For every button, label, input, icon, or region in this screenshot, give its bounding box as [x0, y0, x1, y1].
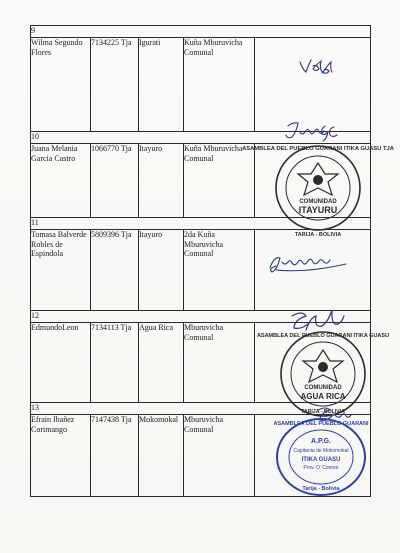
stamp-line-2: Capitania de Mokomokal: [293, 448, 349, 454]
member-role: Kuña Mburuvicha Comunal: [184, 38, 255, 132]
member-role: Mburuvicha Comunal: [184, 415, 255, 497]
stamp-center-bottom: ITAYURU: [298, 205, 338, 215]
member-role: Kuña Mburuvicha Comunal: [184, 144, 255, 218]
member-ci: 7134113 Tja: [91, 323, 139, 403]
stamp-footer: Tarija - Bolivia: [302, 486, 340, 492]
row-number: 12: [31, 311, 371, 323]
stamp-line-4: Prov. O' Connor: [303, 465, 339, 471]
member-ci: 7134225 Tja: [91, 38, 139, 132]
member-community: Agua Rica: [139, 323, 184, 403]
stamp-ring-text: ASAMBLEA DEL PUEBLO GUARANI ITIKA GUASU: [256, 333, 390, 339]
stamp-ring-text: ASAMBLEA DEL PUEBLO GUARANI ITIKA GUASU TJA: [242, 146, 394, 152]
member-community: Igurati: [139, 38, 184, 132]
stamp-center-top: COMUNIDAD: [304, 385, 342, 391]
signature-cell: [255, 38, 371, 132]
stamp-center-top: COMUNIDAD: [299, 199, 337, 205]
member-community: Itayuro: [139, 230, 184, 311]
signature-cell: [255, 323, 371, 403]
stamp-ring-text: ASAMBLEA DEL PUEBLO GUARANI: [273, 421, 369, 427]
member-name: EdmundoLeon: [31, 323, 91, 403]
member-community: Mokomokal: [139, 415, 184, 497]
member-name: Tomasa Balverde Robles de Espindola: [31, 230, 91, 311]
stamp-footer: TARIJA - BOLIVIA: [294, 232, 342, 238]
row-number-12: [31, 311, 371, 323]
table-row: [31, 230, 371, 311]
member-ci: 1066770 Tja: [91, 144, 139, 218]
row-number-9: [31, 26, 371, 38]
member-name: Efrain Ibañez Corimango: [31, 415, 91, 497]
table-row: [31, 38, 371, 132]
row-number-10: [31, 132, 371, 144]
stamp-line-3: ITIKA GUASU: [301, 457, 341, 463]
member-role: Mburuvicha Comunal: [184, 323, 255, 403]
row-number-13: [31, 403, 371, 415]
table-row: [31, 415, 371, 497]
stamp-footer: TARIJA - BOLIVIA: [301, 409, 345, 415]
member-name: Juana Melania Garcia Castro: [31, 144, 91, 218]
stamp-center-bottom: AGUA RICA: [300, 392, 346, 401]
member-community: Itayuro: [139, 144, 184, 218]
signature-cell: [255, 415, 371, 497]
signature-cell: [255, 144, 371, 218]
member-ci: 7147438 Tja: [91, 415, 139, 497]
signature-cell: [255, 230, 371, 311]
member-ci: 5809396 Tja: [91, 230, 139, 311]
member-role: 2da Kuña Mburuvicha Comunal: [184, 230, 255, 311]
row-number: 11: [31, 218, 371, 230]
table-row: [31, 323, 371, 403]
member-roster-table: [30, 25, 371, 497]
row-number-11: [31, 218, 371, 230]
member-name: Wilma Segundo Flores: [31, 38, 91, 132]
row-number: 10: [31, 132, 371, 144]
row-number: 9: [31, 26, 371, 38]
stamp-line-1: A.P.G.: [310, 438, 332, 445]
table-row: [31, 144, 371, 218]
row-number: 13: [31, 403, 371, 415]
